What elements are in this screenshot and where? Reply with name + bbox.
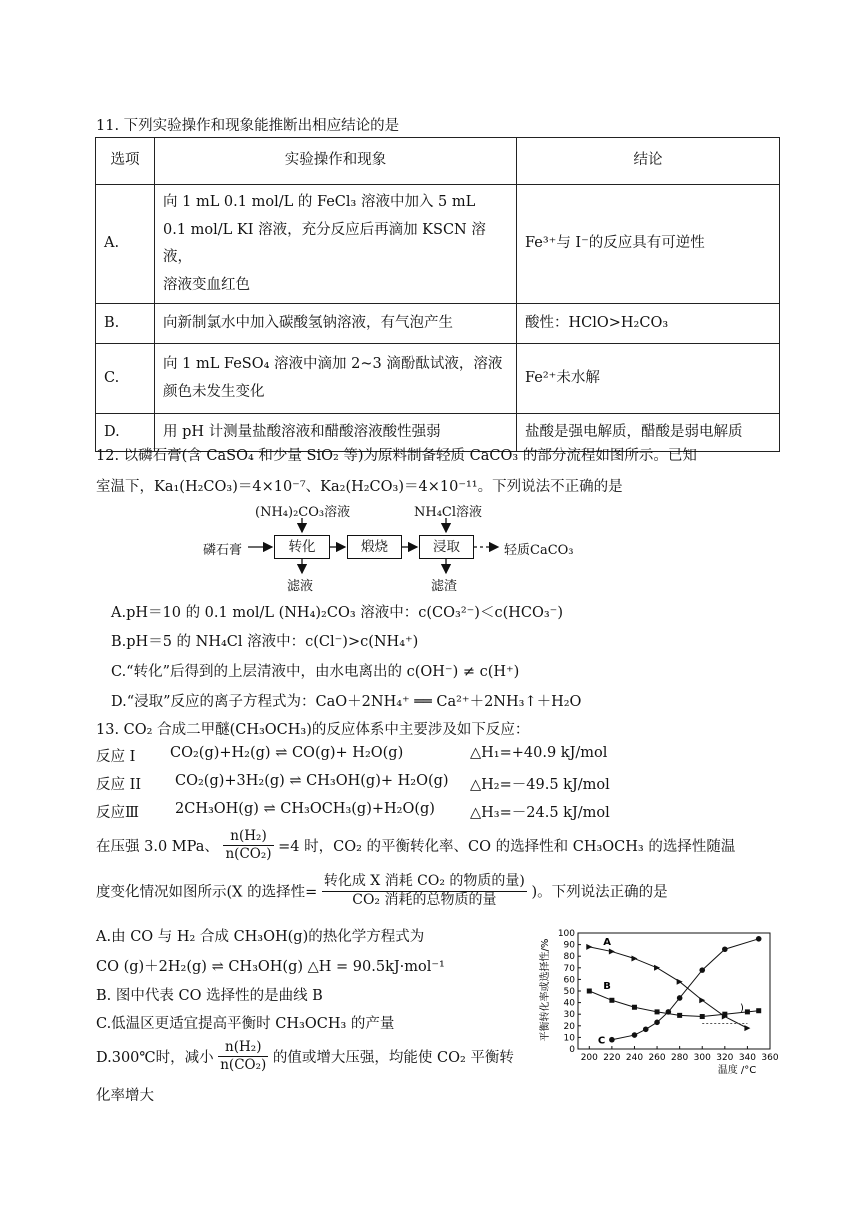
series-c-point	[632, 1032, 638, 1038]
y-tick-label: 60	[563, 975, 575, 986]
series-a-point	[586, 944, 592, 950]
y-tick-label: 30	[563, 1010, 575, 1021]
flow-start: 磷石膏	[203, 543, 243, 558]
operation-line: 向 1 mL FeSO₄ 溶液中滴加 2~3 滴酚酞试液，溶液	[163, 356, 503, 373]
series-b-line	[589, 991, 758, 1017]
series-c-point	[666, 1009, 672, 1015]
reaction-name: 反应Ⅲ	[96, 805, 139, 821]
chart-xlabel: 温度 /°C	[717, 1065, 757, 1076]
flow-step-calcine: 煅烧	[347, 535, 402, 559]
x-tick-label: 260	[648, 1053, 666, 1063]
series-b-point	[756, 1008, 761, 1013]
selectivity-chart	[530, 925, 790, 1077]
option-d-pre: D.300℃时，减小	[96, 1049, 214, 1066]
x-tick-label: 240	[625, 1053, 644, 1063]
row-option: C.	[96, 344, 155, 414]
reaction-name: 反应 II	[96, 777, 142, 793]
q12-stem-line2: 室温下，Ka₁(H₂CO₃)＝4×10⁻⁷、Ka₂(H₂CO₃)＝4×10⁻¹¹。下列说法不正确的是	[96, 479, 623, 495]
q12-option-b: B.pH＝5 的 NH₄Cl 溶液中：c(Cl⁻)>c(NH₄⁺)	[111, 634, 419, 650]
series-b-point	[587, 989, 592, 994]
y-tick-label: 70	[563, 963, 575, 974]
reaction-enthalpy: △H₂=－49.5 kJ/mol	[470, 777, 610, 793]
selectivity-numerator: 转化成 X 消耗 CO₂ 的物质的量)	[322, 873, 527, 892]
reaction-equation: 2CH₃OH(g) ⇌ CH₃OCH₃(g)+H₂O(g)	[175, 801, 435, 817]
row-conclusion: 酸性：HClO>H₂CO₃	[517, 304, 780, 344]
series-c-point	[756, 936, 762, 942]
chart-series	[586, 936, 761, 1047]
row-option: A.	[96, 185, 155, 304]
series-b-point	[722, 1012, 727, 1017]
q12-option-d: D.“浸取”反应的离子方程式为：CaO＋2NH₄⁺ ══ Ca²⁺＋2NH₃↑＋H₂O	[111, 694, 582, 710]
chart-axes	[558, 929, 779, 1063]
flow-end: 轻质CaCO₃	[504, 543, 574, 558]
chart-annotation: )	[740, 1003, 744, 1014]
selectivity-fraction	[322, 873, 527, 909]
selectivity-post: )。下列说法正确的是	[531, 884, 668, 901]
q11-stem: 11. 下列实验操作和现象能推断出相应结论的是	[96, 118, 400, 134]
x-tick-label: 360	[761, 1053, 779, 1063]
q13-option-b: B. 图中代表 CO 选择性的是曲线 B	[96, 988, 323, 1004]
operation-line: 溶液变血红色	[163, 276, 250, 293]
y-tick-label: 90	[563, 940, 575, 951]
q13-option-c: C.低温区更适宜提高平衡时 CH₃OCH₃ 的产量	[96, 1016, 395, 1032]
q13-condition	[96, 828, 735, 863]
y-tick-label: 20	[563, 1021, 575, 1032]
q12-option-a: A.pH＝10 的 0.1 mol/L (NH₄)₂CO₃ 溶液中：c(CO₃²⁻)＜c(HCO₃⁻)	[111, 605, 563, 621]
series-a-point	[744, 1025, 750, 1031]
series-b-point	[655, 1009, 660, 1014]
operation-line: 0.1 mol/L KI 溶液，充分反应后再滴加 KSCN 溶液，	[163, 221, 486, 266]
flow-reagent-1: (NH₄)₂CO₃溶液	[255, 505, 351, 520]
series-b-point	[632, 1005, 637, 1010]
series-c-point	[654, 1020, 660, 1026]
x-tick-label: 320	[716, 1053, 734, 1063]
series-c-point	[643, 1026, 649, 1032]
series-b-point	[700, 1014, 705, 1019]
series-b-point	[677, 1013, 682, 1018]
series-a-point	[609, 949, 615, 955]
operation-line: 颜色未发生变化	[163, 383, 265, 400]
reaction-equation: CO₂(g)+H₂(g) ⇌ CO(g)+ H₂O(g)	[170, 745, 404, 761]
series-c-point	[699, 967, 705, 973]
header-conclusion: 结论	[517, 138, 780, 185]
reaction-enthalpy: △H₁=+40.9 kJ/mol	[470, 745, 608, 761]
ratio-fraction	[223, 828, 273, 863]
condition-pre: 在压强 3.0 MPa、	[96, 838, 219, 855]
header-operation: 实验操作和现象	[155, 138, 517, 185]
series-b-point	[745, 1009, 750, 1014]
y-tick-label: 80	[563, 952, 575, 963]
selectivity-denominator: CO₂ 消耗的总物质的量	[352, 891, 497, 908]
q13-stem: 13. CO₂ 合成二甲醚(CH₃OCH₃)的反应体系中主要涉及如下反应：	[96, 722, 530, 738]
q13-option-d-line2: 化率增大	[96, 1088, 154, 1104]
reaction-equation: CO₂(g)+3H₂(g) ⇌ CH₃OH(g)+ H₂O(g)	[175, 773, 449, 789]
x-tick-label: 300	[693, 1053, 711, 1063]
flow-output-filtrate: 滤液	[287, 579, 314, 594]
series-c-label: C	[597, 1035, 606, 1047]
row-operation: 向新制氯水中加入碳酸氢钠溶液，有气泡产生	[155, 304, 517, 344]
y-tick-label: 10	[563, 1033, 575, 1044]
reaction-enthalpy: △H₃=－24.5 kJ/mol	[470, 805, 610, 821]
flow-reagent-3: NH₄Cl溶液	[414, 505, 483, 520]
row-conclusion: Fe³⁺与 I⁻的反应具有可逆性	[517, 185, 780, 304]
option-d-numerator: n(H₂)	[218, 1039, 268, 1057]
header-option: 选项	[96, 138, 155, 185]
option-d-denominator: n(CO₂)	[220, 1056, 267, 1073]
row-conclusion: 盐酸是强电解质，醋酸是弱电解质	[517, 414, 780, 452]
series-c-point	[722, 946, 728, 952]
row-conclusion: Fe²⁺未水解	[517, 344, 780, 414]
reaction-name: 反应 I	[96, 749, 136, 765]
flow-step-leach: 浸取	[419, 535, 474, 559]
option-d-fraction	[218, 1039, 268, 1074]
series-a-point	[631, 956, 637, 962]
series-b-point	[609, 998, 614, 1003]
option-d-post: 的值或增大压强，均能使 CO₂ 平衡转	[272, 1049, 514, 1066]
q13-option-d	[96, 1039, 514, 1074]
q12-option-c: C.“转化”后得到的上层清液中，由水电离出的 c(OH⁻) ≠ c(H⁺)	[111, 664, 520, 680]
series-b-label: B	[603, 981, 611, 992]
y-tick-label: 40	[563, 998, 575, 1009]
row-option: B.	[96, 304, 155, 344]
q13-option-a-line1: A.由 CO 与 H₂ 合成 CH₃OH(g)的热化学方程式为	[96, 929, 425, 945]
chart-ylabel: 平衡转化率或选择性/%	[540, 938, 551, 1042]
series-a-label: A	[603, 936, 612, 948]
condition-post: =4 时，CO₂ 的平衡转化率、CO 的选择性和 CH₃OCH₃ 的选择性随温	[278, 838, 736, 855]
y-tick-label: 100	[557, 929, 575, 939]
series-a-point	[654, 965, 660, 971]
flow-output-residue: 滤渣	[431, 579, 458, 594]
ratio-numerator: n(H₂)	[223, 828, 273, 846]
series-c-line	[612, 939, 759, 1040]
row-operation: 用 pH 计测量盐酸溶液和醋酸溶液酸性强弱	[155, 414, 517, 452]
series-c-point	[677, 995, 683, 1001]
ratio-denominator: n(CO₂)	[225, 845, 272, 862]
flow-step-convert: 转化	[274, 535, 330, 559]
operation-line: 向 1 mL 0.1 mol/L 的 FeCl₃ 溶液中加入 5 mL	[163, 194, 476, 210]
x-tick-label: 200	[580, 1053, 598, 1063]
x-tick-label: 280	[671, 1053, 689, 1063]
q13-selectivity-def	[96, 873, 668, 909]
selectivity-pre: 度变化情况如图所示(X 的选择性=	[96, 884, 318, 901]
x-tick-label: 220	[603, 1053, 621, 1063]
q13-option-a-line2: CO (g)＋2H₂(g) ⇌ CH₃OH(g) △H = 90.5kJ·mol⁻¹	[96, 959, 445, 975]
row-option: D.	[96, 414, 155, 452]
y-tick-label: 0	[569, 1045, 575, 1055]
q12-stem-line1: 12. 以磷石膏(含 CaSO₄ 和少量 SiO₂ 等)为原料制备轻质 CaCO₃ 的部分流程如图所示。已知	[96, 448, 697, 464]
y-tick-label: 50	[563, 987, 575, 997]
series-c-point	[609, 1037, 615, 1043]
x-tick-label: 340	[738, 1053, 757, 1063]
